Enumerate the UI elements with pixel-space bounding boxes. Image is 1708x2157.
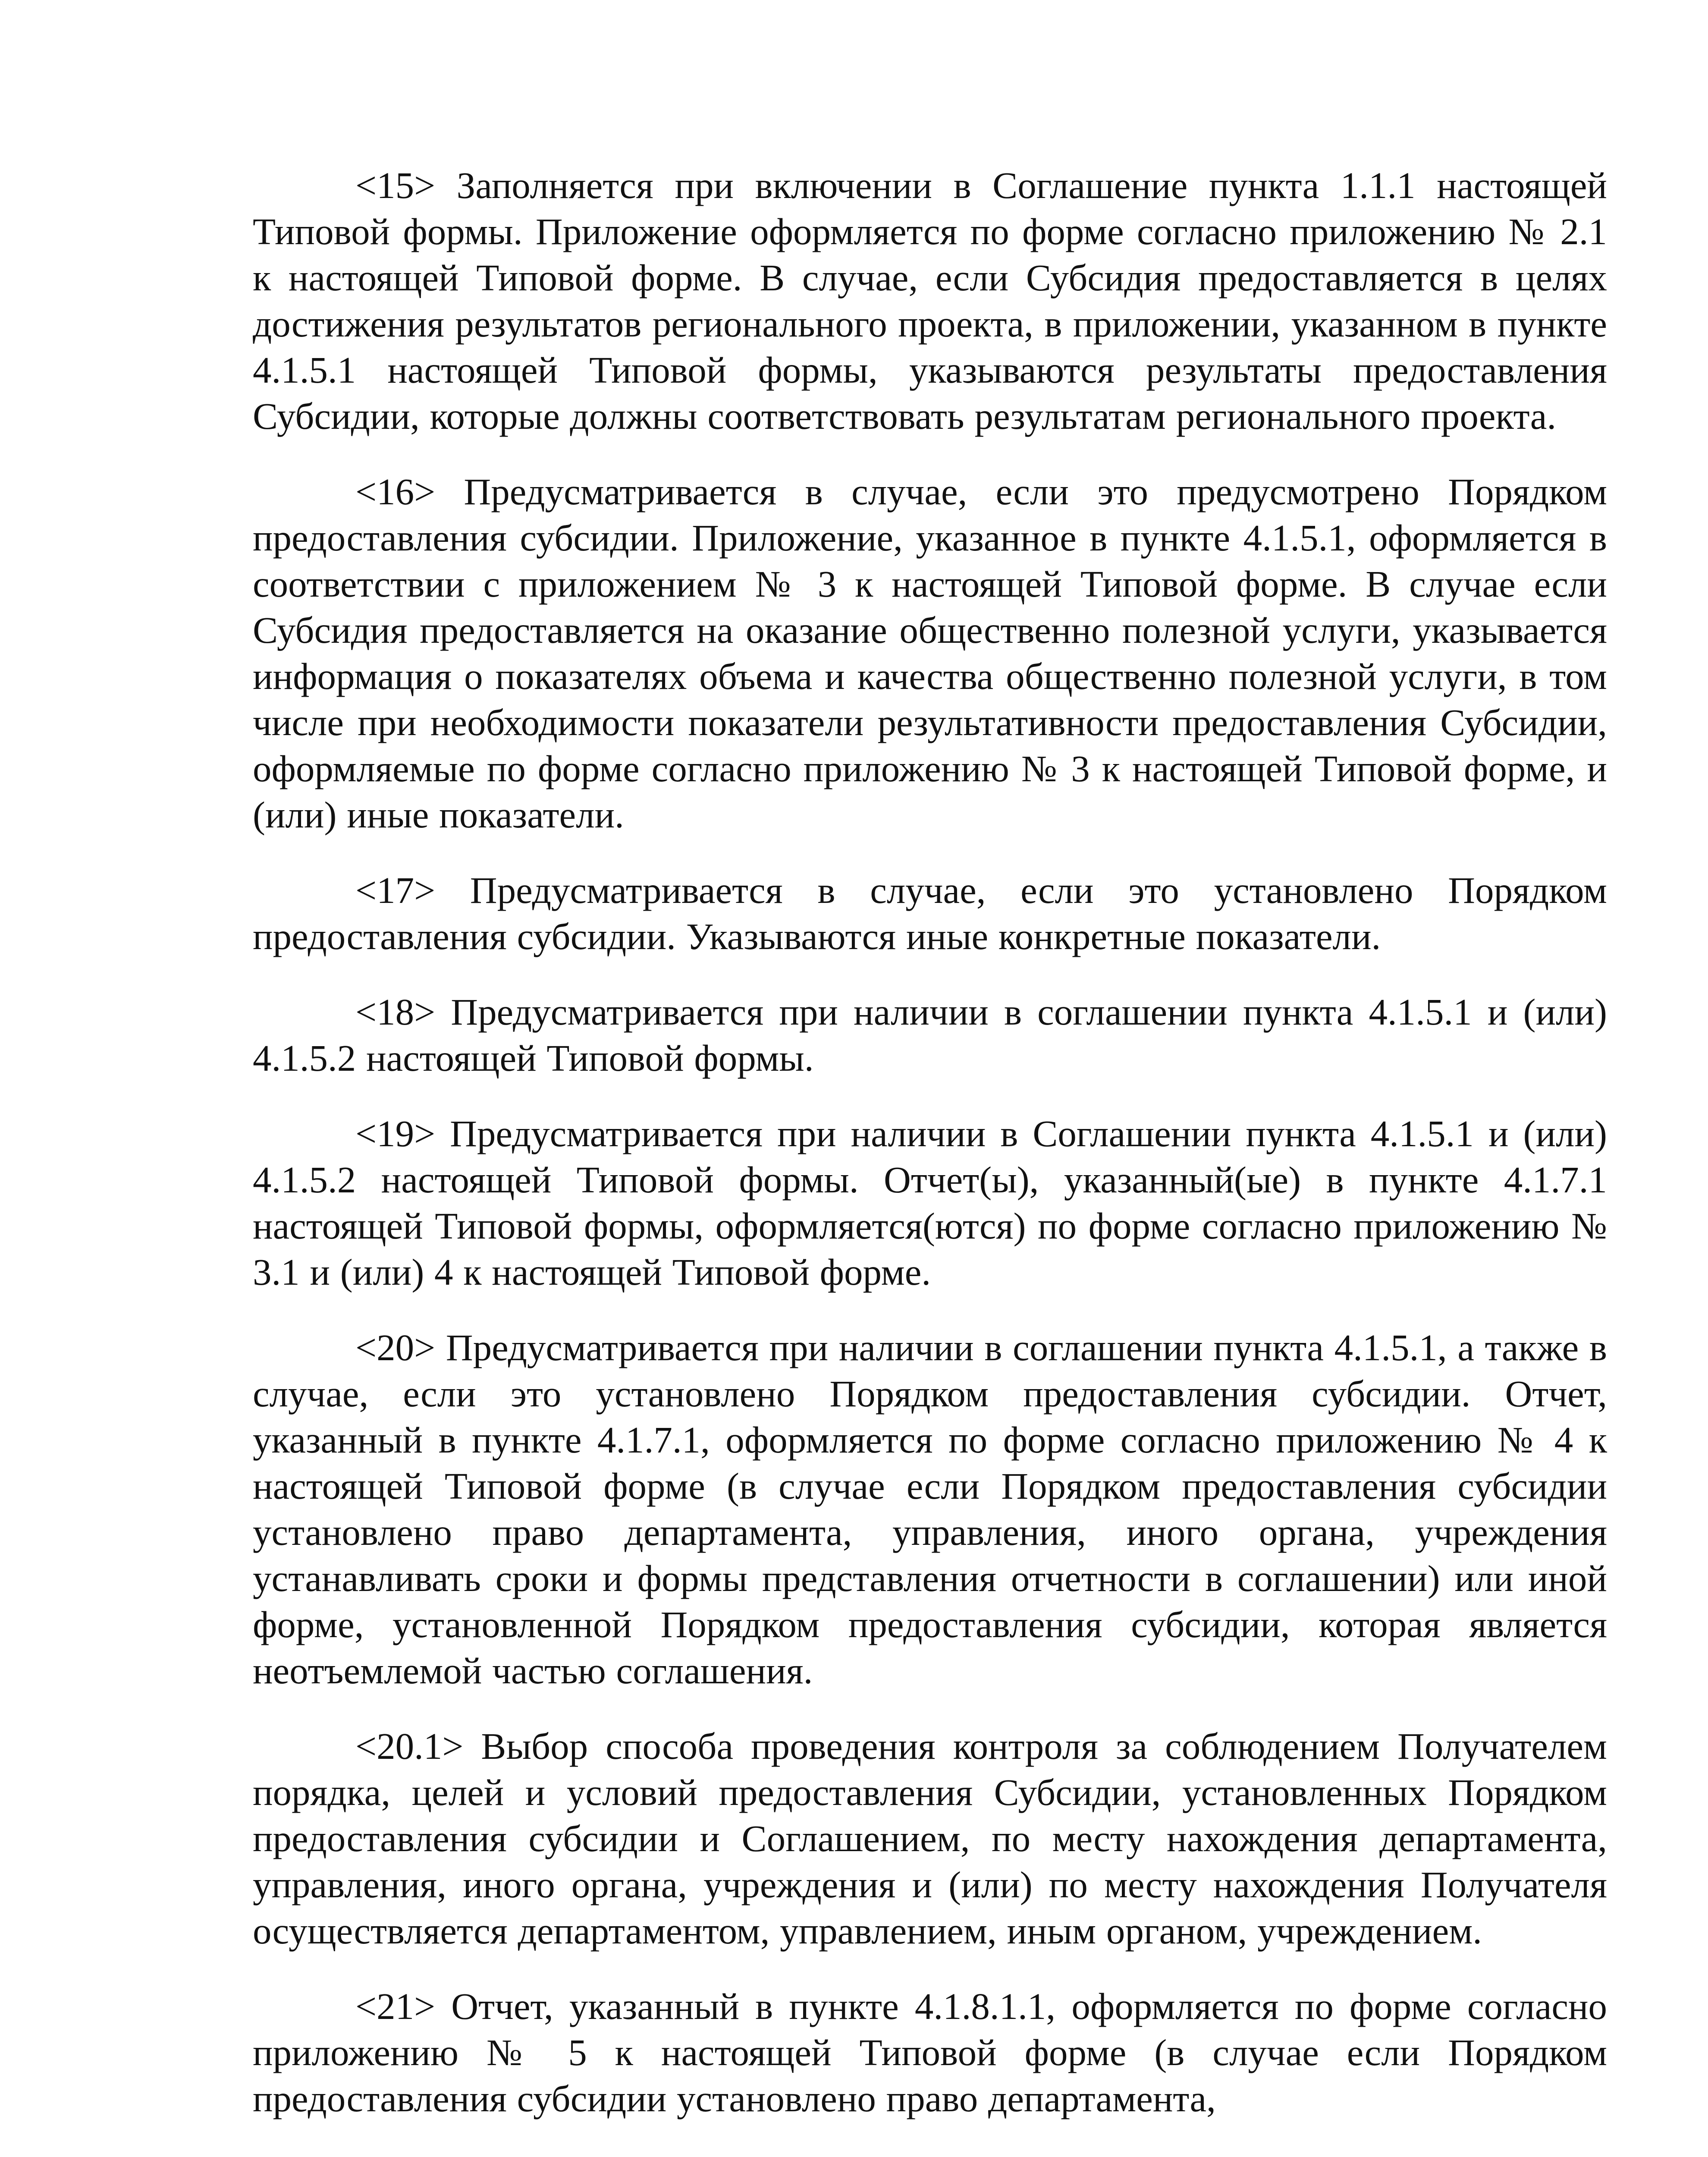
footnote-15: <15> Заполняется при включении в Соглашение пункта 1.1.1 настоящей Типовой формы. Приложение оформляется по форме согласно приложению № 2.1 к настоящей Типовой форме. В случае, если Субсидия предоставляется в целях достижения результатов регионального проекта, в приложении, указанном в пункте 4.1.5.1 настоящей Типовой формы, указываются результаты предоставления Субсидии, которые должны соответствовать результатам регионального проекта. xyxy=(253,164,1607,437)
footnote-21: <21> Отчет, указанный в пункте 4.1.8.1.1, оформляется по форме согласно приложению № 5 к настоящей Типовой форме (в случае если Порядком предоставления субсидии установлено право департамента, xyxy=(253,1985,1607,2119)
footnote-16: <16> Предусматривается в случае, если это предусмотрено Порядком предоставления субсидии. Приложение, указанное в пункте 4.1.5.1, оформляется в соответствии с приложением № 3 к настоящей Типовой форме. В случае если Субсидия предоставляется на оказание общественно полезной услуги, указывается информация о показателях объема и качества общественно полезной услуги, в том числе при необходимости показатели результативности предоставления Субсидии, оформляемые по форме согласно приложению № 3 к настоящей Типовой форме, и (или) иные показатели. xyxy=(253,471,1607,836)
document-body xyxy=(253,162,1607,2122)
footnote-18: <18> Предусматривается при наличии в соглашении пункта 4.1.5.1 и (или) 4.1.5.2 настоящей Типовой формы. xyxy=(253,991,1607,1079)
footnote-20: <20> Предусматривается при наличии в соглашении пункта 4.1.5.1, а также в случае, если это установлено Порядком предоставления субсидии. Отчет, указанный в пункте 4.1.7.1, оформляется по форме согласно приложению № 4 к настоящей Типовой форме (в случае если Порядком предоставления субсидии установлено право департамента, управления, иного органа, учреждения устанавливать сроки и формы представления отчетности в соглашении) или иной форме, установленной Порядком предоставления субсидии, которая является неотъемлемой частью соглашения. xyxy=(253,1327,1607,1692)
footnote-17: <17> Предусматривается в случае, если это установлено Порядком предоставления субсидии. Указываются иные конкретные показатели. xyxy=(253,869,1607,957)
footnote-20-1: <20.1> Выбор способа проведения контроля за соблюдением Получателем порядка, целей и условий предоставления Субсидии, установленных Порядком предоставления субсидии и Соглашением, по месту нахождения департамента, управления, иного органа, учреждения и (или) по месту нахождения Получателя осуществляется департаментом, управлением, иным органом, учреждением. xyxy=(253,1725,1607,1952)
footnote-19: <19> Предусматривается при наличии в Соглашении пункта 4.1.5.1 и (или) 4.1.5.2 настоящей Типовой формы. Отчет(ы), указанный(ые) в пункте 4.1.7.1 настоящей Типовой формы, оформляется(ются) по форме согласно приложению № 3.1 и (или) 4 к настоящей Типовой форме. xyxy=(253,1113,1607,1293)
